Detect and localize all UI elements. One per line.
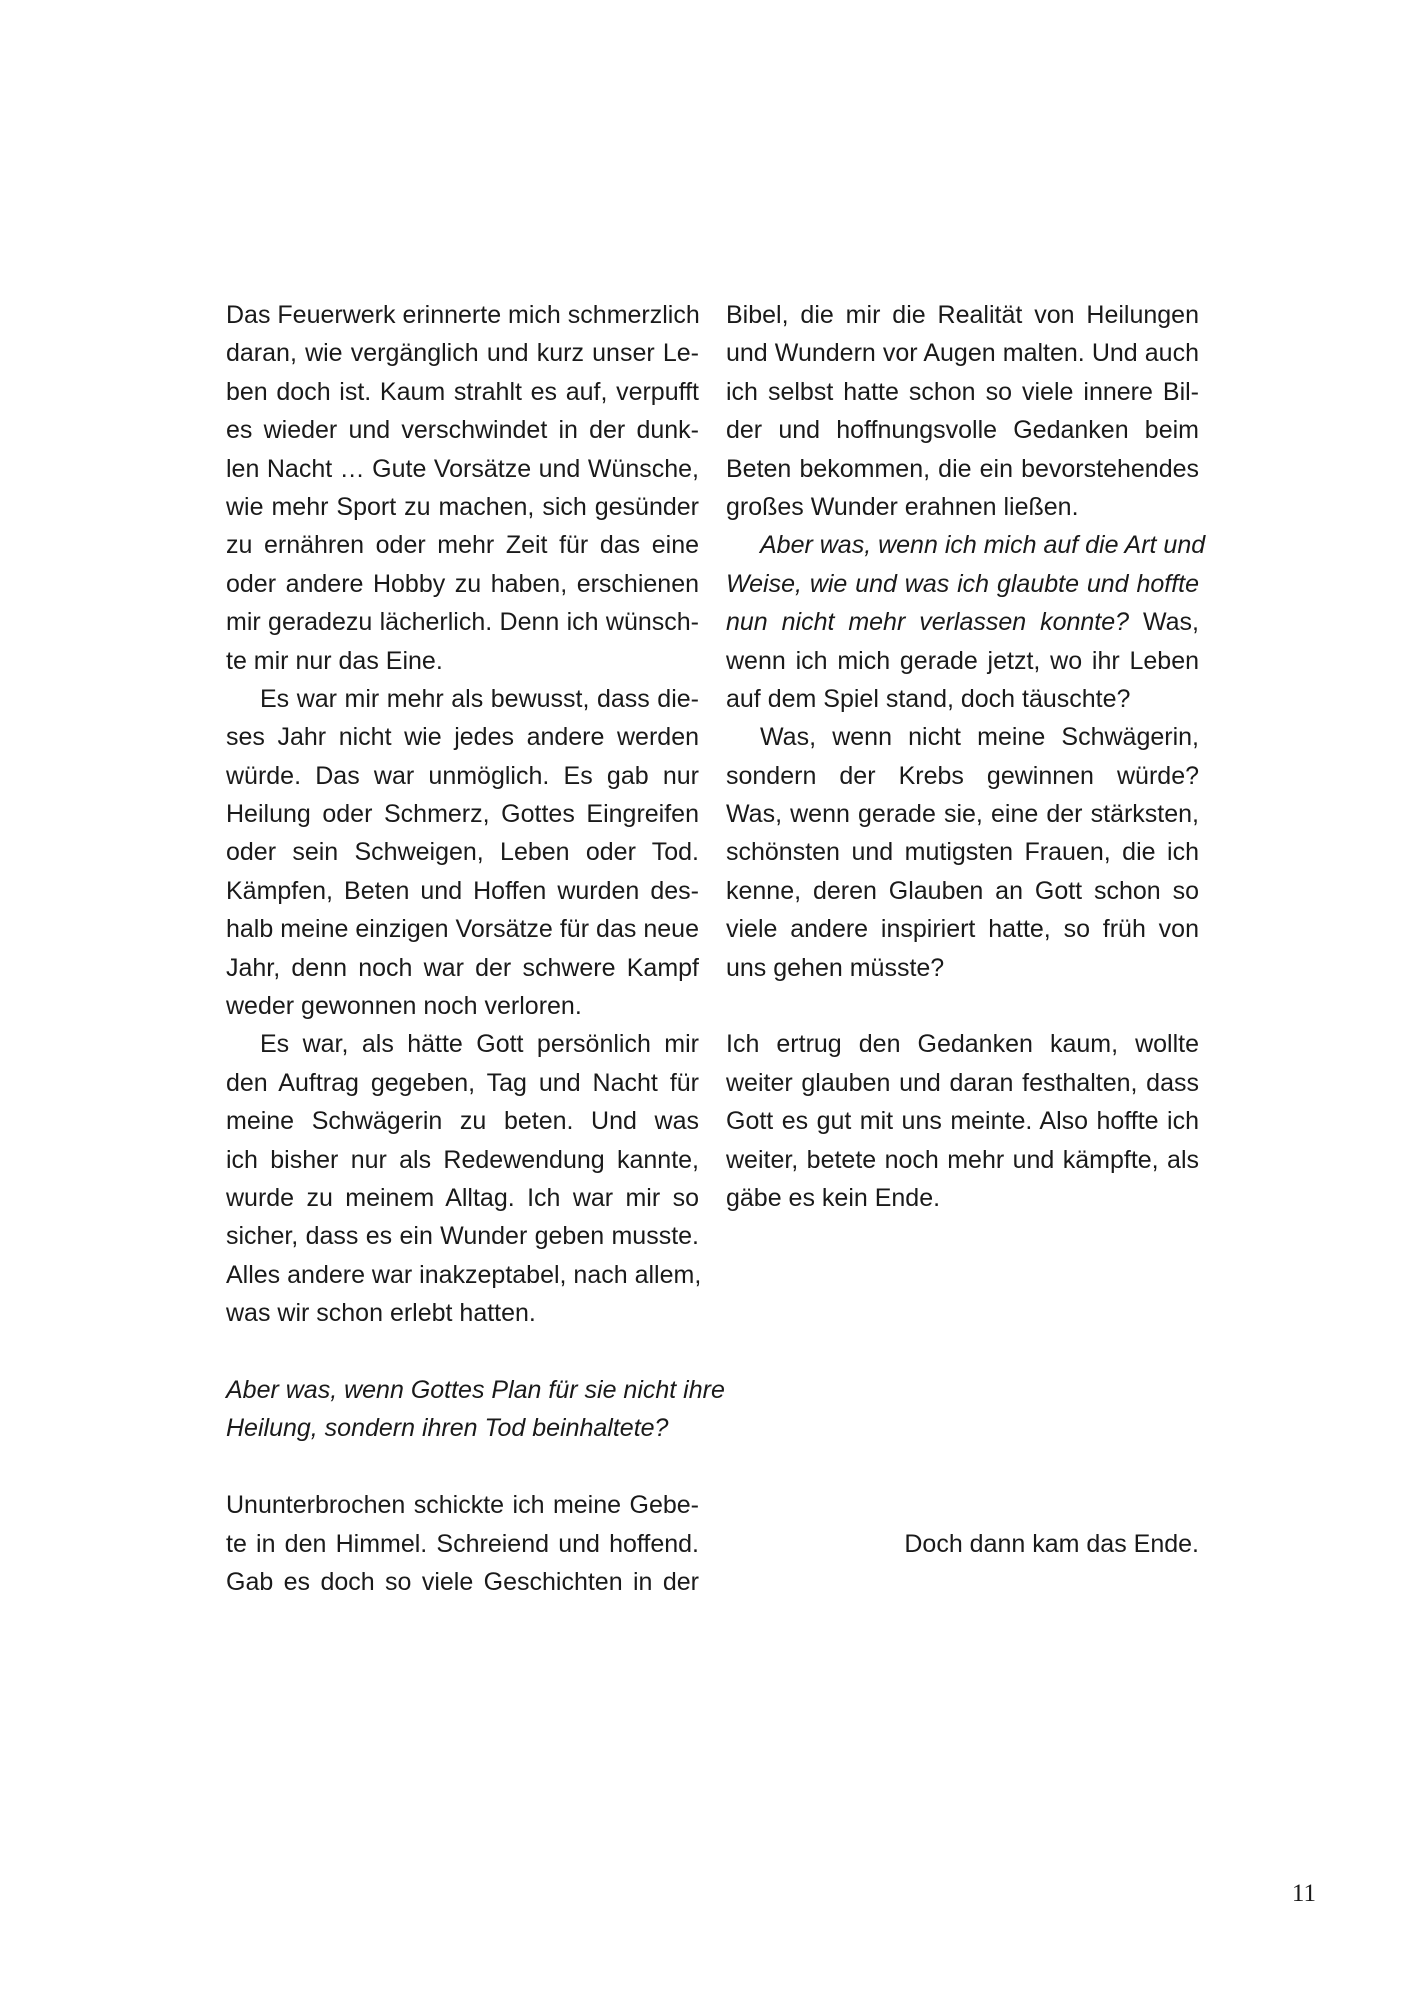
blank-line [726,1486,1199,1524]
text-line: halb meine einzigen Vorsätze für das neue [226,915,699,944]
text-line: wenn ich mich gerade jetzt, wo ihr Leben [726,646,1199,675]
italic-question-line: Heilung, sondern ihren Tod beinhaltete? [226,1414,669,1443]
text-line: oder andere Hobby zu haben, erschienen [226,569,699,598]
text-line: Es war, als hätte Gott persönlich mir [260,1030,699,1059]
text-line: Was, wenn gerade sie, eine der stärksten, [726,800,1199,829]
text-line: weiter, betete noch mehr und kämpfte, als [726,1145,1199,1174]
text-line: der und hoffnungsvolle Gedanken beim [726,416,1199,445]
text-line: Bibel, die mir die Realität von Heilungen [726,301,1199,329]
text-line: ben doch ist. Kaum strahlt es auf, verpufft [226,377,699,406]
text-line: Ununterbrochen schickte ich meine Gebe- [226,1491,699,1520]
text-fragment: Was, [1129,608,1199,637]
mixed-text-line [726,603,1199,641]
text-line: ich selbst hatte schon so viele innere Bil- [726,377,1199,406]
text-line: was wir schon erlebt hatten. [226,1299,536,1328]
text-line: ses Jahr nicht wie jedes andere werden [226,723,699,752]
text-line: wie mehr Sport zu machen, sich gesünder [226,492,699,521]
text-line: schönsten und mutigsten Frauen, die ich [726,838,1199,867]
text-line: kenne, deren Glauben an Gott schon so [726,876,1199,905]
blank-line [226,1333,699,1371]
blank-line [726,1409,1199,1447]
left-text-column [226,296,725,1601]
text-line: meine Schwägerin zu beten. Und was [226,1107,699,1136]
text-line: Das Feuerwerk erinnerte mich schmerzlich [226,301,700,329]
blank-line [726,1448,1199,1486]
text-line: te in den Himmel. Schreiend und hoffend. [226,1529,699,1558]
blank-line [726,987,1199,1025]
text-line: und Wundern vor Augen malten. Und auch [726,339,1199,368]
blank-line [226,1448,699,1486]
text-line: Was, wenn nicht meine Schwägerin, [760,723,1199,752]
text-line: zu ernähren oder mehr Zeit für das eine [226,531,699,560]
text-line: sondern der Krebs gewinnen würde? [726,761,1199,790]
blank-line [726,1371,1199,1409]
text-line: ich bisher nur als Redewendung kannte, [226,1145,699,1174]
text-line: sicher, dass es ein Wunder geben musste. [226,1222,699,1251]
blank-line [726,1256,1199,1294]
text-line: viele andere inspiriert hatte, so früh von [726,915,1199,944]
text-line: auf dem Spiel stand, doch täuschte? [726,684,1131,713]
italic-text-line: Aber was, wenn ich mich auf die Art und [760,531,1206,560]
text-line: daran, wie vergänglich und kurz unser Le- [226,339,699,368]
closing-line: Doch dann kam das Ende. [904,1529,1199,1558]
text-line: würde. Das war unmöglich. Es gab nur [226,761,699,790]
text-line: Beten bekommen, die ein bevorstehendes [726,454,1199,483]
text-line: oder sein Schweigen, Leben oder Tod. [226,838,699,867]
page-number: 11 [1291,1880,1316,1907]
blank-line [726,1217,1199,1255]
italic-question-line: Aber was, wenn Gottes Plan für sie nicht ihre [226,1375,725,1404]
text-line: Heilung oder Schmerz, Gottes Eingreifen [226,800,699,829]
text-line: Ich ertrug den Gedanken kaum, wollte [726,1030,1199,1059]
text-line: uns gehen müsste? [726,953,945,982]
italic-fragment: nun nicht mehr verlassen konnte? [726,608,1130,637]
text-line: den Auftrag gegeben, Tag und Nacht für [226,1068,699,1097]
right-text-column [726,296,1206,1563]
text-line: Gott es gut mit uns meinte. Also hoffte ich [726,1107,1199,1136]
text-line: Kämpfen, Beten und Hoffen wurden des- [226,876,699,905]
blank-line [726,1333,1199,1371]
italic-text-line: Weise, wie und was ich glaubte und hoffte [726,569,1199,598]
text-line: es wieder und verschwindet in der dunk- [226,416,699,445]
text-line: weder gewonnen noch verloren. [226,992,582,1021]
text-line: weiter glauben und daran festhalten, dass [726,1068,1199,1097]
text-line: mir geradezu lächerlich. Denn ich wünsch- [226,608,699,637]
text-line: wurde zu meinem Alltag. Ich war mir so [226,1183,699,1212]
text-line: großes Wunder erahnen ließen. [726,492,1079,521]
text-line: gäbe es kein Ende. [726,1183,941,1212]
blank-line [726,1294,1199,1332]
text-line: Gab es doch so viele Geschichten in der [226,1567,699,1596]
text-line: Alles andere war inakzeptabel, nach allem, [226,1260,702,1289]
text-line: Jahr, denn noch war der schwere Kampf [226,953,699,982]
text-line: len Nacht … Gute Vorsätze und Wünsche, [226,454,699,483]
text-line: Es war mir mehr als bewusst, dass die- [260,684,699,713]
text-line: te mir nur das Eine. [226,646,443,675]
